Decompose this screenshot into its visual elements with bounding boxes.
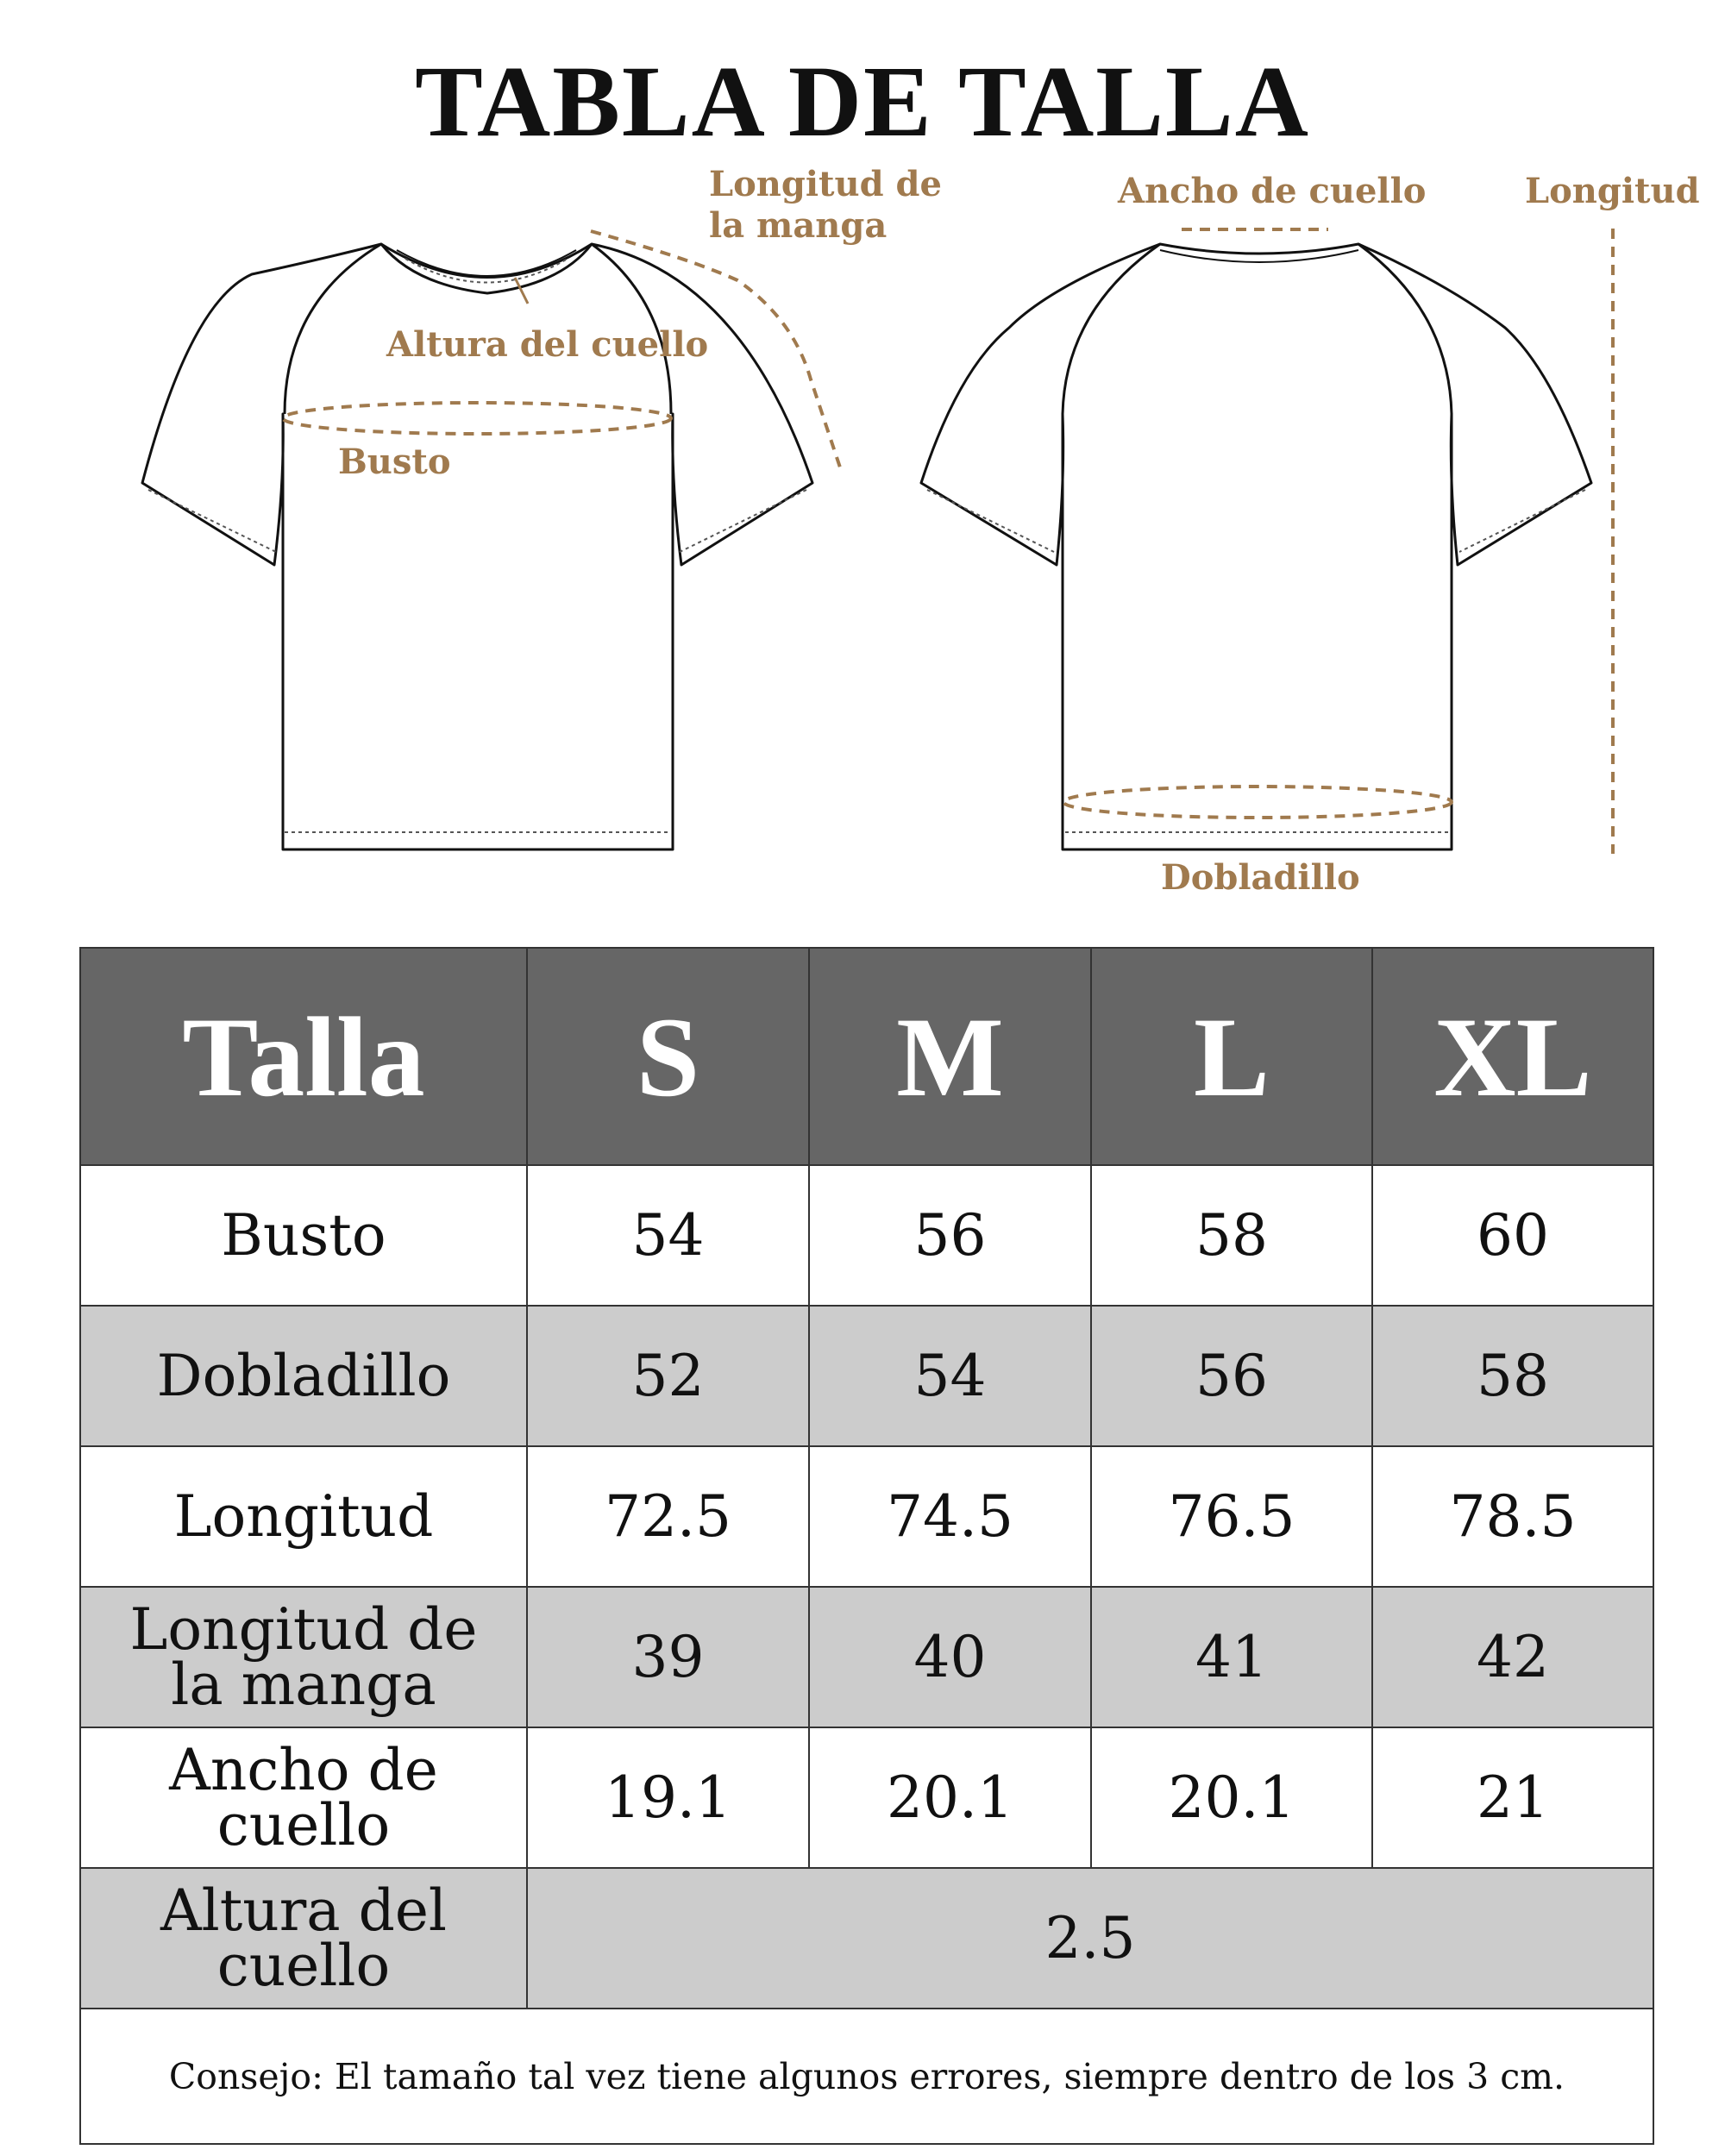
table-cell: 76.5 [1091,1446,1372,1587]
table-row [80,1587,1653,1727]
table-row [80,1446,1653,1587]
table-cell: 40 [809,1587,1091,1727]
table-cell: 21 [1372,1727,1653,1868]
table-cell: 56 [809,1165,1091,1306]
table-cell: 41 [1091,1587,1372,1727]
table-cell: 72.5 [527,1446,809,1587]
table-cell: 78.5 [1372,1446,1653,1587]
collar-height-row [80,1868,1653,2009]
table-cell: 74.5 [809,1446,1091,1587]
table-cell: 58 [1091,1165,1372,1306]
length-label: Longitud [1525,171,1700,211]
table-cell: 42 [1372,1587,1653,1727]
neck-width-label: Ancho de cuello [1118,171,1427,211]
measurement-lines [0,0,1725,931]
header-label: Talla [80,948,527,1165]
table-cell: 60 [1372,1165,1653,1306]
table-cell: 58 [1372,1306,1653,1446]
table-cell: 52 [527,1306,809,1446]
table-header-row [80,948,1653,1165]
table-cell: 56 [1091,1306,1372,1446]
table-cell: 54 [527,1165,809,1306]
note-row [80,2009,1653,2144]
row-label: Dobladillo [80,1306,527,1446]
table-cell: 54 [809,1306,1091,1446]
table-cell: 20.1 [809,1727,1091,1868]
size-l: L [1091,948,1372,1165]
row-label: Ancho de cuello [80,1727,527,1868]
size-table [79,947,1654,2145]
size-m: M [809,948,1091,1165]
sleeve-length-label: Longitud de la manga [709,164,942,246]
table-row [80,1165,1653,1306]
neck-height-mark [515,278,528,304]
neck-height-label: Altura del cuello [386,324,709,365]
table-row [80,1306,1653,1446]
row-label: Longitud [80,1446,527,1587]
bust-line [283,403,671,434]
table-cell: 39 [527,1587,809,1727]
table-cell: 20.1 [1091,1727,1372,1868]
row-label: Altura del cuello [80,1868,527,2009]
hem-label: Dobladillo [1161,857,1360,898]
bust-label: Busto [338,442,451,482]
row-label: Busto [80,1165,527,1306]
size-s: S [527,948,809,1165]
page-title: TABLA DE TALLA [415,45,1310,158]
size-xl: XL [1372,948,1653,1165]
collar-height-value: 2.5 [527,1868,1653,2009]
hem-line [1063,787,1452,818]
table-cell: 19.1 [527,1727,809,1868]
table-row [80,1727,1653,1868]
row-label: Longitud de la manga [80,1587,527,1727]
sizing-note: Consejo: El tamaño tal vez tiene algunos errores, siempre dentro de los 3 cm. [80,2009,1653,2144]
